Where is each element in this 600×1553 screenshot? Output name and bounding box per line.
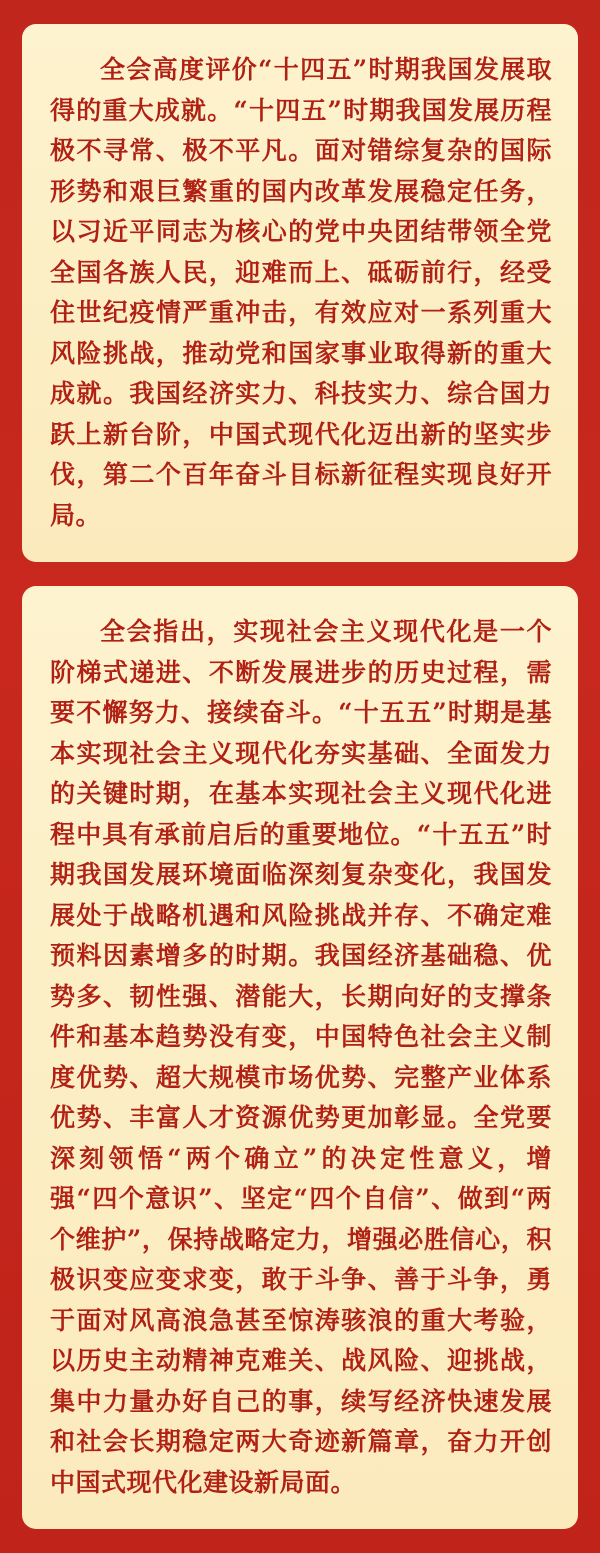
- paragraph-modernization: 全会指出，实现社会主义现代化是一个阶梯式递进、不断发展进步的历史过程，需要不懈努力、接续奋斗。“十五五”时期是基本实现社会主义现代化夯实基础、全面发力的关键时期，在基本实现社会主义现代化进程中具有承前启后的重要地位。“十五五”时期我国发展环境面临深刻复杂变化，我国发展处于战略机遇和风险挑战并存、不确定难预料因素增多的时期。我国经济基础稳、优势多、韧性强、潜能大，长期向好的支撑条件和基本趋势没有变，中国特色社会主义制度优势、超大规模市场优势、完整产业体系优势、丰富人才资源优势更加彰显。全党要深刻领悟“两个确立”的决定性意义，增强“四个意识”、坚定“四个自信”、做到“两个维护”，保持战略定力，增强必胜信心，积极识变应变求变，敢于斗争、善于斗争，勇于面对风高浪急甚至惊涛骇浪的重大考验，以历史主动精神克难关、战风险、迎挑战，集中力量办好自己的事，续写经济快速发展和社会长期稳定两大奇迹新篇章，奋力开创中国式现代化建设新局面。: [50, 617, 552, 1497]
- text-card-achievements: [22, 24, 578, 562]
- paragraph-achievements: 全会高度评价“十四五”时期我国发展取得的重大成就。“十四五”时期我国发展历程极不寻常、极不平凡。面对错综复杂的国际形势和艰巨繁重的国内改革发展稳定任务，以习近平同志为核心的党中央团结带领全党全国各族人民，迎难而上、砥砺前行，经受住世纪疫情严重冲击，有效应对一系列重大风险挑战，推动党和国家事业取得新的重大成就。我国经济实力、科技实力、综合国力跃上新台阶，中国式现代化迈出新的坚实步伐，第二个百年奋斗目标新征程实现良好开局。: [50, 55, 552, 530]
- text-card-modernization: [22, 586, 578, 1529]
